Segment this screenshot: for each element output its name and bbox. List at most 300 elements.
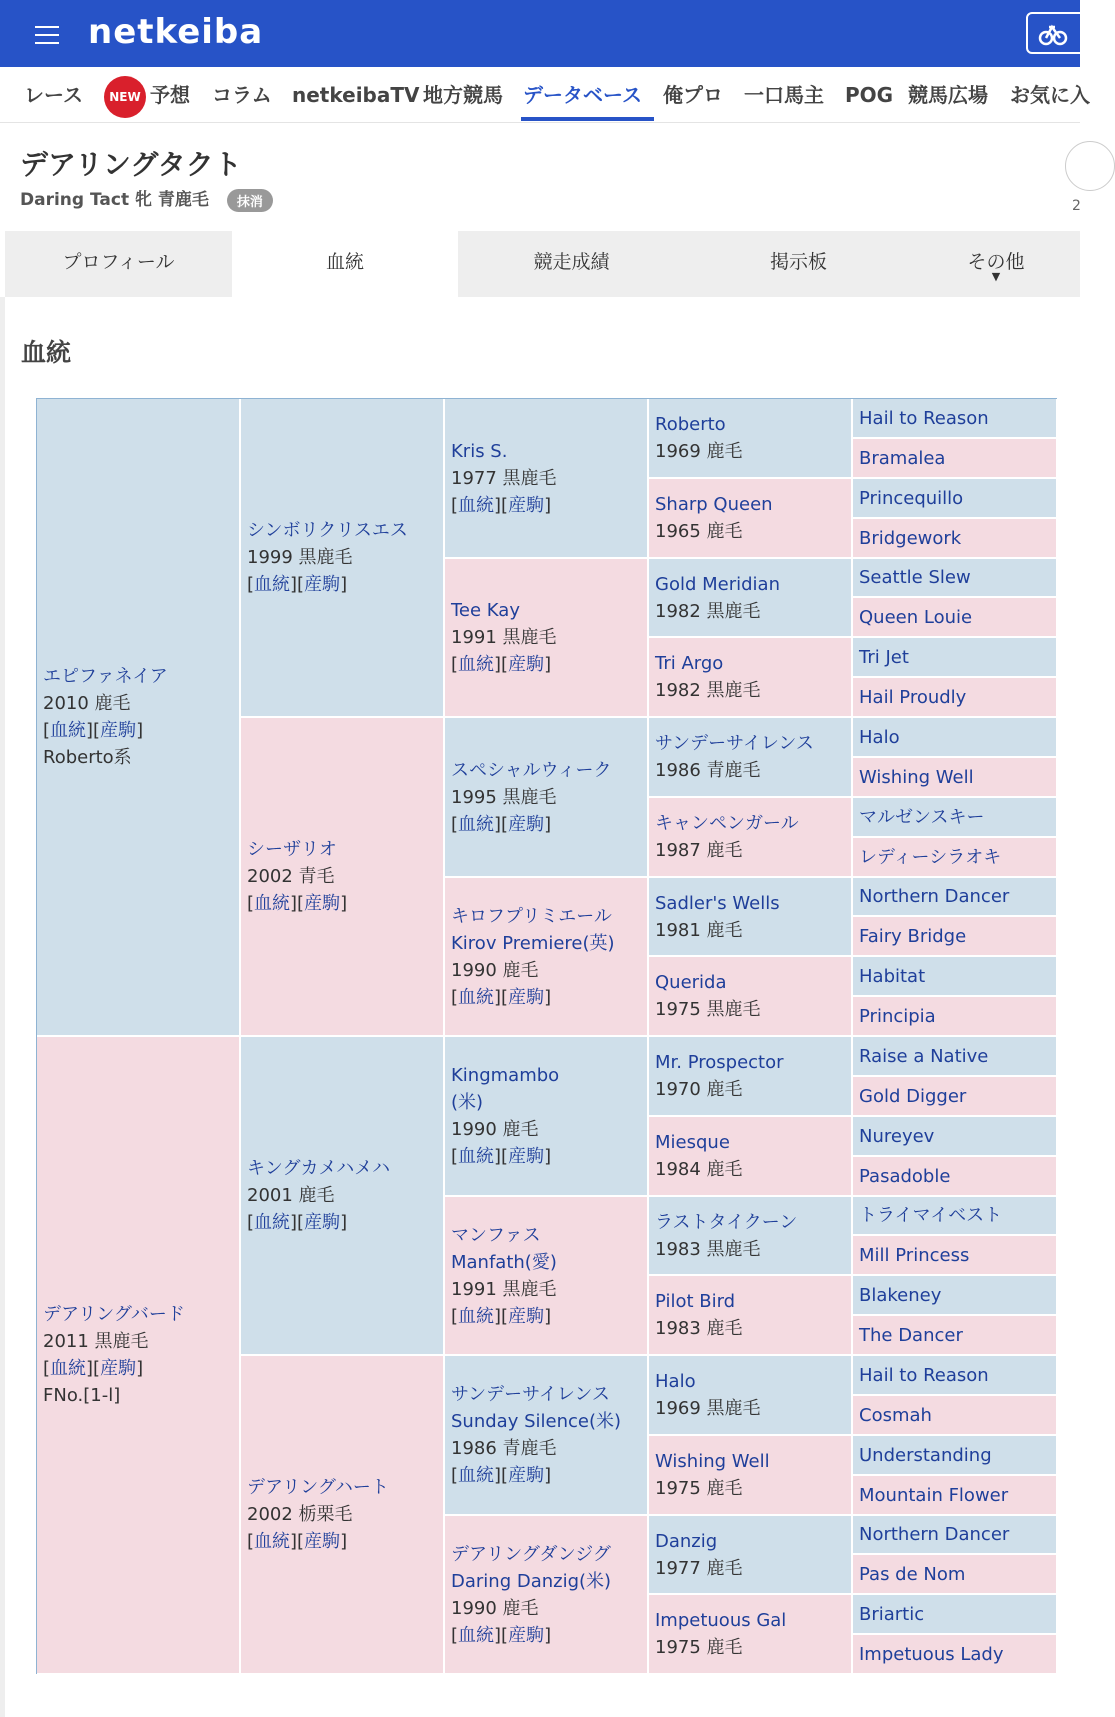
- pedigree-cell: [853, 997, 1058, 1037]
- caret-down-icon: ▼: [991, 270, 1001, 283]
- offspring-link[interactable]: 産駒: [508, 1305, 545, 1327]
- pedigree-cell: [445, 718, 649, 878]
- horse-year-coat: 1991 黒鹿毛: [451, 627, 557, 648]
- horse-link[interactable]: Blakeney: [859, 1284, 942, 1306]
- pedigree-cell: [649, 718, 853, 798]
- pedigree-cell-content: [859, 1282, 941, 1309]
- pedigree-cell-content: [859, 844, 1001, 871]
- pedigree-cell: [649, 798, 853, 878]
- pedigree-cell-content: [859, 1322, 963, 1349]
- horse-link[interactable]: Miesque: [655, 1132, 730, 1153]
- pedigree-cell-content: [859, 564, 971, 591]
- pedigree-links: [血統][産駒]: [247, 893, 348, 914]
- pedigree-cell: [649, 1197, 853, 1276]
- horse-year-coat: 1975 鹿毛: [655, 1478, 743, 1499]
- pedigree-cell-content: [247, 1155, 390, 1236]
- pedigree-cell-content: [451, 438, 557, 519]
- pedigree-links: [血統][産駒]: [451, 1624, 552, 1646]
- pedigree-cell-content: [859, 1482, 1008, 1509]
- pedigree-cell: [853, 838, 1058, 878]
- pedigree-cell-content: [859, 1242, 969, 1269]
- horse-link[interactable]: Hail Proudly: [859, 686, 967, 708]
- pedigree-cell-content: [655, 1368, 761, 1422]
- nav-column[interactable]: コラム: [212, 83, 272, 107]
- pedigree-cell-content: [859, 883, 1009, 910]
- pedigree-table: [36, 398, 1057, 1674]
- horse-link[interactable]: Pasadoble: [859, 1165, 951, 1187]
- pedigree-cell-content: [859, 1163, 950, 1190]
- pedigree-cell: [445, 1197, 649, 1356]
- horse-link[interactable]: Halo: [655, 1371, 696, 1392]
- pedigree-cell-content: [451, 1541, 611, 1649]
- pedigree-cell: [853, 439, 1058, 479]
- pedigree-cell-content: [859, 1402, 932, 1429]
- pedigree-cell: [853, 1356, 1058, 1396]
- pedigree-cell: [649, 559, 853, 638]
- horse-link[interactable]: Wishing Well: [859, 766, 974, 788]
- pedigree-cell-content: [859, 804, 984, 831]
- pedigree-links: [血統][産駒]: [451, 1465, 552, 1486]
- horse-link[interactable]: Querida: [655, 972, 727, 993]
- horse-link[interactable]: Understanding: [859, 1444, 992, 1466]
- pedigree-cell-content: [859, 1442, 992, 1469]
- pedigree-cell-content: [451, 903, 615, 1011]
- pedigree-cell-content: [43, 1301, 185, 1409]
- pedigree-cell: [853, 917, 1058, 957]
- pedigree-cell: [853, 598, 1058, 638]
- nav-chiho[interactable]: 地方競馬: [423, 83, 503, 107]
- horse-link[interactable]: Impetuous Gal: [655, 1610, 787, 1631]
- pedigree-cell: [853, 1436, 1058, 1476]
- offspring-link[interactable]: 産駒: [304, 574, 341, 595]
- pedigree-links: [血統][産駒]: [247, 1212, 348, 1233]
- pedigree-cell-content: [859, 1601, 924, 1628]
- horse-coat: 青鹿毛: [157, 190, 209, 210]
- horse-alt-name[interactable]: Sunday Silence(米): [451, 1411, 621, 1432]
- horse-link[interactable]: シーザリオ: [247, 839, 337, 860]
- horse-link[interactable]: Tri Argo: [655, 653, 724, 674]
- nav-orepro[interactable]: 俺プロ: [663, 83, 723, 107]
- pedigree-links: [血統][産駒]: [451, 813, 552, 835]
- pedigree-links: [血統][産駒]: [451, 1146, 552, 1167]
- pedigree-cell: [853, 1276, 1058, 1316]
- horse-year-coat: 2001 鹿毛: [247, 1185, 335, 1206]
- horse-year-coat: 2002 青毛: [247, 866, 335, 887]
- favorite-button[interactable]: [1065, 141, 1115, 191]
- horse-link[interactable]: Sharp Queen: [655, 494, 773, 515]
- pedigree-cell-content: [859, 1043, 988, 1070]
- pedigree-cell-content: [859, 923, 966, 950]
- horse-link[interactable]: Mr. Prospector: [655, 1052, 784, 1073]
- pedigree-cell-content: [859, 1521, 1009, 1548]
- pedigree-cell: [853, 519, 1058, 559]
- global-nav: [0, 67, 1090, 123]
- horse-year-coat: 1990 鹿毛: [451, 1119, 539, 1140]
- pedigree-cell: [445, 1516, 649, 1675]
- pedigree-cell: [853, 1555, 1058, 1595]
- pedigree-cell: [649, 1436, 853, 1516]
- horse-link[interactable]: Kris S.: [451, 440, 508, 462]
- pedigree-cell: [649, 1516, 853, 1595]
- tab-profile[interactable]: プロフィール: [62, 251, 175, 273]
- line-note: FNo.[1-l]: [43, 1385, 121, 1406]
- pedigree-cell-content: [451, 1062, 559, 1170]
- horse-link[interactable]: キャンペンガール: [655, 813, 799, 834]
- pedigree-links: [血統][産駒]: [247, 1531, 348, 1552]
- nav-database[interactable]: データベース: [523, 67, 642, 123]
- horse-link[interactable]: Cosmah: [859, 1404, 932, 1426]
- horse-link[interactable]: Raise a Native: [859, 1045, 989, 1067]
- offspring-link[interactable]: 産駒: [508, 1465, 545, 1486]
- pedigree-cell-content: [859, 525, 961, 552]
- blood-link[interactable]: 血統: [458, 1146, 495, 1167]
- horse-name: デアリングタクト: [20, 148, 242, 181]
- nav-hitokuchi[interactable]: 一口馬主: [744, 83, 824, 107]
- pedigree-cell-content: [859, 1123, 934, 1150]
- pedigree-cell: [445, 399, 649, 559]
- pedigree-cell-content: [859, 485, 963, 512]
- horse-year-coat: 1986 青鹿毛: [451, 1438, 557, 1459]
- horse-link[interactable]: Tee Kay: [451, 600, 520, 621]
- horse-alt-name[interactable]: Daring Danzig(米): [451, 1570, 612, 1592]
- pedigree-cell-content: [655, 1288, 743, 1342]
- pedigree-cell: [853, 957, 1058, 997]
- horse-link[interactable]: The Dancer: [859, 1324, 963, 1346]
- pedigree-cell: [853, 638, 1058, 678]
- horse-year-coat: 1983 鹿毛: [655, 1318, 743, 1339]
- side-divider: [0, 297, 5, 1717]
- horse-alt-name[interactable]: Kirov Premiere(英): [451, 932, 615, 954]
- pedigree-cell-content: [451, 757, 612, 838]
- horse-link[interactable]: Pas de Nom: [859, 1563, 966, 1585]
- pedigree-cell: [445, 878, 649, 1037]
- nav-hiroba[interactable]: 競馬広場: [908, 83, 988, 107]
- pedigree-cell-content: [655, 491, 773, 545]
- horse-link[interactable]: Roberto: [655, 414, 726, 435]
- horse-link[interactable]: トライマイベスト: [859, 1205, 1003, 1226]
- horse-link[interactable]: Sadler's Wells: [655, 892, 780, 914]
- pedigree-cell: [37, 1037, 241, 1675]
- horse-year-coat: 1990 鹿毛: [451, 959, 539, 981]
- blood-link[interactable]: 血統: [50, 720, 87, 741]
- pedigree-cell: [241, 718, 445, 1037]
- offspring-link[interactable]: 産駒: [508, 494, 545, 516]
- horse-link[interactable]: Hail to Reason: [859, 1364, 989, 1386]
- bike-icon: [1038, 18, 1068, 48]
- offspring-link[interactable]: 産駒: [304, 893, 341, 914]
- offspring-link[interactable]: 産駒: [100, 720, 137, 741]
- tab-other[interactable]: その他 ▼: [912, 231, 1080, 297]
- horse-year-coat: 1987 鹿毛: [655, 840, 743, 861]
- pedigree-links: [血統][産駒]: [247, 574, 348, 595]
- horse-link[interactable]: マンファス: [451, 1224, 541, 1246]
- horse-header: [0, 123, 1080, 228]
- tab-pedigree[interactable]: 血統: [232, 231, 458, 297]
- nav-race[interactable]: レース: [24, 83, 83, 107]
- pedigree-cell: [853, 1236, 1058, 1276]
- pedigree-cell: [853, 878, 1058, 917]
- horse-year-coat: 1990 鹿毛: [451, 1597, 539, 1619]
- horse-link[interactable]: Princequillo: [859, 487, 964, 509]
- horse-link[interactable]: Kingmambo: [451, 1065, 560, 1086]
- offspring-link[interactable]: 産駒: [508, 986, 545, 1008]
- horse-link[interactable]: スペシャルウィーク: [451, 759, 612, 781]
- menu-icon[interactable]: [35, 26, 59, 44]
- blood-link[interactable]: 血統: [254, 1212, 291, 1233]
- pedigree-cell: [853, 1396, 1058, 1436]
- pedigree-cell: [853, 479, 1058, 519]
- horse-year-coat: 1977 鹿毛: [655, 1557, 743, 1579]
- pedigree-cell: [649, 1117, 853, 1197]
- horse-link[interactable]: Northern Dancer: [859, 1524, 1010, 1545]
- offspring-link[interactable]: 産駒: [100, 1358, 137, 1379]
- nav-favorites[interactable]: お気に入: [1010, 83, 1090, 107]
- blood-link[interactable]: 血統: [458, 1624, 495, 1646]
- pedigree-cell-content: [859, 445, 945, 472]
- pedigree-links: [血統][産駒]: [451, 494, 552, 516]
- nav-netkeibatv[interactable]: netkeibaTV: [292, 83, 420, 107]
- tab-results[interactable]: 競走成績: [533, 251, 610, 273]
- offspring-link[interactable]: 産駒: [508, 1146, 545, 1167]
- pedigree-cell: [853, 1316, 1058, 1356]
- horse-link[interactable]: マルゼンスキー: [859, 806, 985, 828]
- horse-link[interactable]: Bridgework: [859, 527, 962, 549]
- pedigree-cell: [649, 1595, 853, 1675]
- horse-link[interactable]: Seattle Slew: [859, 567, 971, 588]
- horse-link[interactable]: Mill Princess: [859, 1244, 970, 1266]
- pedigree-cell-content: [655, 1049, 784, 1103]
- pedigree-cell-content: [655, 730, 814, 784]
- blood-link[interactable]: 血統: [458, 813, 495, 835]
- horse-link[interactable]: Bramalea: [859, 447, 946, 469]
- horse-link[interactable]: Pilot Bird: [655, 1291, 736, 1312]
- offspring-link[interactable]: 産駒: [508, 1624, 545, 1646]
- horse-year-coat: 2010 鹿毛: [43, 693, 131, 714]
- pedigree-cell-content: [859, 724, 900, 751]
- pedigree-cell: [853, 718, 1058, 758]
- pedigree-cell: [445, 1356, 649, 1516]
- pedigree-cell-content: [859, 963, 925, 990]
- horse-link[interactable]: Wishing Well: [655, 1451, 770, 1472]
- pedigree-cell: [853, 399, 1058, 439]
- pedigree-cell-content: [655, 571, 780, 625]
- horse-subtitle: [20, 185, 273, 212]
- horse-year-coat: 1970 鹿毛: [655, 1079, 743, 1100]
- pedigree-cell-content: [859, 405, 989, 432]
- blood-link[interactable]: 血統: [254, 1531, 291, 1552]
- pedigree-cell-content: [655, 1209, 797, 1263]
- site-header: [0, 0, 1080, 67]
- pedigree-cell: [853, 1157, 1058, 1197]
- pedigree-cell-content: [655, 650, 761, 704]
- horse-link[interactable]: デアリングハート: [247, 1477, 389, 1498]
- nav-pog[interactable]: POG: [845, 83, 894, 107]
- pedigree-cell: [853, 1476, 1058, 1516]
- horse-alt-name[interactable]: Manfath(愛): [451, 1251, 557, 1273]
- horse-link[interactable]: Halo: [859, 726, 900, 748]
- pedigree-cell-content: [247, 517, 408, 598]
- pedigree-cell: [853, 1077, 1058, 1117]
- horse-year-coat: 1982 黒鹿毛: [655, 680, 761, 701]
- horse-alt-name[interactable]: (米): [451, 1092, 484, 1113]
- pedigree-cell: [649, 1356, 853, 1436]
- horse-year-coat: 1975 鹿毛: [655, 1637, 743, 1658]
- pedigree-cell-content: [859, 764, 974, 791]
- horse-year-coat: 1977 黒鹿毛: [451, 467, 557, 489]
- horse-link[interactable]: エピファネイア: [43, 666, 168, 687]
- section-title: 血統: [21, 338, 72, 367]
- pedigree-cell: [649, 638, 853, 718]
- pedigree-cell-content: [655, 1448, 770, 1502]
- pedigree-cell: [649, 878, 853, 957]
- pedigree-cell-content: [451, 1222, 557, 1330]
- pedigree-cell-content: [859, 1641, 1003, 1668]
- offspring-link[interactable]: 産駒: [304, 1212, 341, 1233]
- horse-year-coat: 1965 鹿毛: [655, 521, 743, 542]
- horse-sex: 牝: [135, 190, 152, 210]
- pedigree-cell: [853, 1516, 1058, 1555]
- tab-board[interactable]: 掲示板: [769, 251, 827, 273]
- pedigree-cell: [445, 559, 649, 718]
- horse-link[interactable]: Queen Louie: [859, 606, 973, 628]
- pedigree-cell: [649, 1276, 853, 1356]
- blood-link[interactable]: 血統: [458, 986, 495, 1008]
- pedigree-cell-content: [859, 1003, 936, 1030]
- horse-link[interactable]: Northern Dancer: [859, 886, 1010, 907]
- blood-link[interactable]: 血統: [458, 654, 495, 675]
- pedigree-cell-content: [43, 663, 168, 771]
- horse-link[interactable]: Tri Jet: [859, 646, 909, 668]
- horse-link[interactable]: キロフプリミエール: [451, 905, 612, 927]
- pedigree-cell: [241, 1037, 445, 1356]
- horse-year-coat: 1984 鹿毛: [655, 1159, 743, 1180]
- horse-link[interactable]: サンデーサイレンス: [655, 733, 814, 754]
- group-button[interactable]: [1026, 12, 1086, 54]
- pedigree-cell-content: [859, 1362, 989, 1389]
- horse-link[interactable]: Gold Meridian: [655, 573, 780, 595]
- horse-link[interactable]: ラストタイクーン: [655, 1211, 798, 1233]
- new-badge: NEW: [104, 76, 146, 118]
- pedigree-links: [血統][産駒]: [43, 720, 144, 741]
- pedigree-cell-content: [451, 1381, 621, 1489]
- horse-link[interactable]: サンデーサイレンス: [451, 1384, 610, 1405]
- pedigree-links: [血統][産駒]: [43, 1358, 144, 1379]
- blood-link[interactable]: 血統: [458, 1305, 495, 1327]
- blood-link[interactable]: 血統: [458, 494, 495, 516]
- pedigree-cell: [649, 1037, 853, 1117]
- pedigree-cell: [853, 1117, 1058, 1157]
- status-badge: 抹消: [227, 189, 273, 212]
- offspring-link[interactable]: 産駒: [304, 1531, 341, 1552]
- horse-link[interactable]: Principia: [859, 1005, 936, 1027]
- horse-year-coat: 1969 鹿毛: [655, 441, 743, 462]
- horse-link[interactable]: レディーシラオキ: [859, 846, 1002, 868]
- nav-yoso[interactable]: NEW 予想: [104, 67, 190, 123]
- pedigree-cell-content: [859, 684, 966, 711]
- pedigree-cell-content: [451, 597, 557, 678]
- offspring-link[interactable]: 産駒: [508, 813, 545, 835]
- pedigree-cell: [649, 479, 853, 559]
- pedigree-cell-content: [247, 1474, 389, 1555]
- pedigree-cell: [37, 399, 241, 1037]
- horse-link[interactable]: デアリングダンジグ: [451, 1543, 611, 1565]
- pedigree-cell: [853, 1635, 1058, 1675]
- pedigree-cell-content: [655, 810, 799, 864]
- favorite-count: 2: [1072, 198, 1081, 214]
- horse-year-coat: 1995 黒鹿毛: [451, 786, 557, 808]
- pedigree-cell-content: [859, 604, 972, 631]
- pedigree-cell: [649, 399, 853, 479]
- pedigree-cell: [241, 399, 445, 718]
- horse-tabs: [5, 231, 1080, 297]
- horse-year-coat: 1975 黒鹿毛: [655, 999, 761, 1020]
- horse-link[interactable]: Habitat: [859, 965, 926, 987]
- pedigree-cell-content: [655, 1528, 743, 1582]
- horse-link[interactable]: Hail to Reason: [859, 407, 989, 429]
- blood-link[interactable]: 血統: [458, 1465, 495, 1486]
- horse-year-coat: 1991 黒鹿毛: [451, 1278, 557, 1300]
- pedigree-cell-content: [655, 411, 743, 465]
- blood-link[interactable]: 血統: [254, 893, 291, 914]
- pedigree-cell: [445, 1037, 649, 1197]
- horse-year-coat: 1981 鹿毛: [655, 919, 743, 941]
- horse-link[interactable]: Impetuous Lady: [859, 1643, 1004, 1665]
- pedigree-cell: [853, 758, 1058, 798]
- pedigree-links: [血統][産駒]: [451, 1305, 552, 1327]
- pedigree-cell-content: [859, 644, 909, 671]
- horse-year-coat: 2002 栃栗毛: [247, 1504, 353, 1525]
- pedigree-cell: [853, 1595, 1058, 1635]
- blood-link[interactable]: 血統: [50, 1358, 87, 1379]
- site-logo[interactable]: netkeiba: [88, 12, 264, 52]
- horse-year-coat: 1969 黒鹿毛: [655, 1398, 761, 1419]
- horse-english-name: Daring Tact: [20, 190, 130, 210]
- pedigree-cell: [241, 1356, 445, 1675]
- horse-year-coat: 1983 黒鹿毛: [655, 1238, 761, 1260]
- pedigree-cell: [853, 1037, 1058, 1077]
- pedigree-cell-content: [859, 1202, 1002, 1229]
- pedigree-cell: [853, 559, 1058, 598]
- pedigree-cell-content: [655, 1129, 743, 1183]
- horse-year-coat: 1999 黒鹿毛: [247, 547, 353, 568]
- pedigree-cell-content: [247, 836, 347, 917]
- pedigree-cell: [853, 678, 1058, 718]
- horse-link[interactable]: Danzig: [655, 1530, 718, 1552]
- offspring-link[interactable]: 産駒: [508, 654, 545, 675]
- horse-link[interactable]: デアリングバード: [43, 1304, 185, 1325]
- blood-link[interactable]: 血統: [254, 574, 291, 595]
- horse-link[interactable]: Nureyev: [859, 1125, 935, 1147]
- pedigree-links: [血統][産駒]: [451, 986, 552, 1008]
- pedigree-links: [血統][産駒]: [451, 654, 552, 675]
- horse-link[interactable]: シンボリクリスエス: [247, 520, 408, 541]
- pedigree-cell: [853, 1197, 1058, 1236]
- horse-link[interactable]: Gold Digger: [859, 1085, 967, 1107]
- horse-link[interactable]: Mountain Flower: [859, 1484, 1009, 1506]
- horse-year-coat: 2011 黒鹿毛: [43, 1331, 149, 1352]
- horse-link[interactable]: Fairy Bridge: [859, 925, 967, 947]
- pedigree-cell-content: [655, 890, 780, 944]
- horse-link[interactable]: Briartic: [859, 1603, 925, 1625]
- pedigree-cell: [853, 798, 1058, 838]
- line-note: Roberto系: [43, 747, 132, 768]
- pedigree-cell: [649, 957, 853, 1037]
- horse-link[interactable]: キングカメハメハ: [247, 1158, 391, 1179]
- pedigree-cell-content: [859, 1561, 965, 1588]
- horse-year-coat: 1986 青鹿毛: [655, 760, 761, 781]
- pedigree-cell-content: [655, 1607, 786, 1661]
- horse-year-coat: 1982 黒鹿毛: [655, 600, 761, 622]
